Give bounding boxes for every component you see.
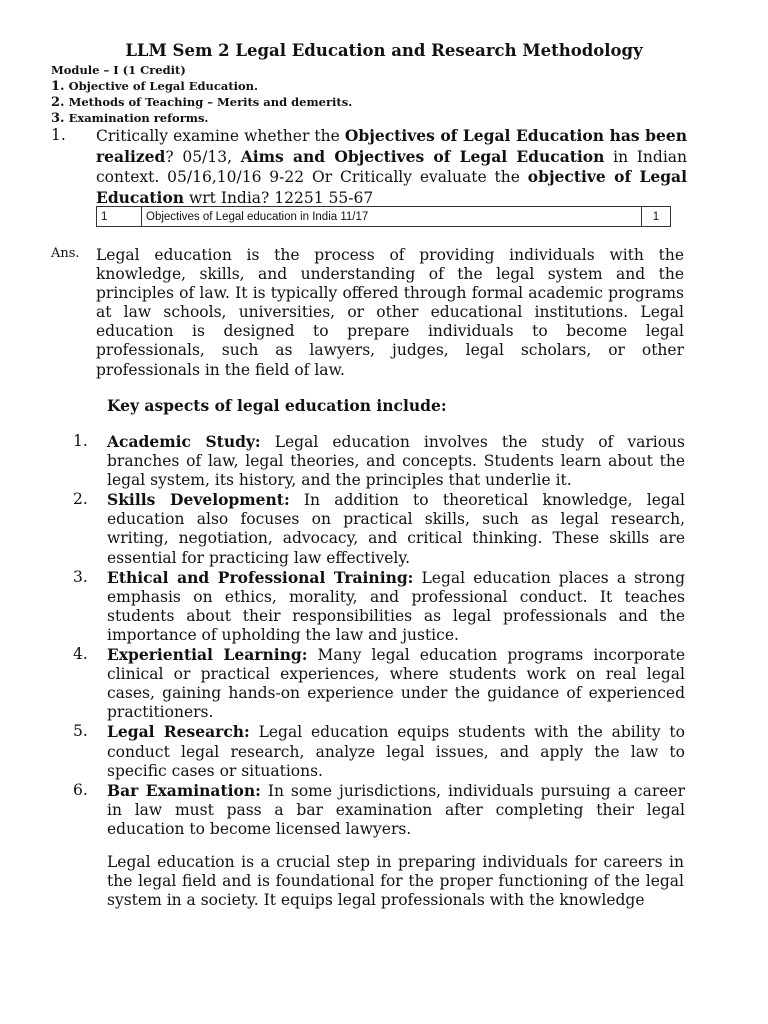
conclusion-paragraph: Legal education is a crucial step in preparing individuals for careers in the legal field and is foundational for the proper functioning of the legal system in a society. It equips legal professionals with the knowledge	[107, 853, 684, 910]
list-item	[60, 490, 685, 567]
question-number: 1.	[51, 126, 66, 144]
question-part: in Indian context. 05/16,10/16 9-22 Or Critically evaluate the	[96, 147, 688, 186]
module-heading: Module – I (1 Credit)	[51, 63, 186, 77]
list-item-text: Legal education equips students with the ability to conduct legal research, analyze legal issues, and apply the law to specific cases or situations.	[107, 723, 685, 780]
list-item-number: 6.	[73, 780, 88, 799]
document-title: LLM Sem 2 Legal Education and Research Methodology	[125, 41, 643, 60]
list-item-title: Skills Development:	[107, 490, 290, 510]
table-cell-count: 1	[642, 207, 671, 227]
topic-number: 2.	[51, 95, 65, 110]
list-item-title: Academic Study:	[107, 432, 261, 451]
list-item-title: Bar Examination:	[107, 780, 261, 800]
question-emphasis: Aims and Objectives of Legal Education	[240, 146, 605, 166]
table-cell-index: 1	[97, 207, 142, 227]
answer-intro: Legal education is the process of providing individuals with the knowledge, skills, and understanding of the legal system and the principles of law. It is typically offered through formal academic programs at law schools, universities, or other educational institutions. Legal education is designed to prepare individuals to become legal professionals, such as lawyers, judges, legal scholars, or other professionals in the field of law.	[96, 246, 684, 379]
question-emphasis: objective of Legal Education	[96, 167, 687, 207]
list-item-text: Legal education involves the study of various branches of law, legal theories, and concepts. Students learn about the legal system, its history, and the principles that underlie it.	[107, 433, 685, 490]
question-part: Critically examine whether the	[96, 127, 345, 145]
topic-text: Objective of Legal Education.	[68, 79, 259, 93]
topic-number: 3.	[51, 111, 65, 126]
list-item	[60, 722, 685, 780]
question-emphasis: Objectives of Legal Education has been realized	[96, 126, 688, 166]
list-item-title: Ethical and Professional Training:	[107, 567, 414, 587]
list-item	[60, 645, 685, 722]
list-item	[60, 568, 685, 645]
topic-text: Examination reforms.	[68, 111, 209, 125]
key-aspects-heading: Key aspects of legal education include:	[107, 396, 447, 415]
list-item-title: Legal Research:	[107, 722, 250, 742]
answer-label: Ans.	[51, 246, 80, 261]
list-item-number: 1.	[73, 432, 88, 450]
list-item	[60, 432, 685, 490]
list-item-text: Legal education places a strong emphasis on ethics, morality, and professional conduct. It teaches students about their responsibilities as legal professionals and the importance of upholding the law and justice.	[107, 568, 685, 644]
question-part: wrt India? 12251 55-67	[184, 188, 374, 207]
topic-item	[51, 79, 258, 94]
question-part: ? 05/13,	[165, 147, 241, 166]
aspects-list	[60, 432, 685, 839]
list-item-number: 4.	[73, 645, 88, 664]
topic-text: Methods of Teaching – Merits and demerits.	[68, 95, 353, 109]
reference-table	[96, 206, 671, 227]
list-item-text: In some jurisdictions, individuals pursuing a career in law must pass a bar examination after completing their legal education to become licensed lawyers.	[107, 781, 685, 838]
topic-number: 1.	[51, 79, 65, 94]
list-item-title: Experiential Learning:	[107, 645, 308, 665]
question-text	[96, 126, 687, 208]
list-item	[60, 781, 685, 839]
question-block	[51, 126, 687, 208]
topic-item	[51, 111, 208, 126]
list-item-number: 5.	[73, 722, 88, 741]
list-item-number: 2.	[73, 490, 88, 509]
list-item-text: Many legal education programs incorporate clinical or practical experiences, where students work on real legal cases, gaining hands-on experience under the guidance of experienced practitioners.	[107, 646, 685, 722]
list-item-number: 3.	[73, 567, 88, 586]
table-row	[97, 207, 671, 227]
list-item-text: In addition to theoretical knowledge, legal education also focuses on practical skills, such as legal research, writing, negotiation, advocacy, and critical thinking. These skills are essential for practicing law effectively.	[107, 491, 685, 567]
table-cell-topic: Objectives of Legal education in India 11/17	[142, 207, 642, 227]
topic-item	[51, 95, 352, 110]
